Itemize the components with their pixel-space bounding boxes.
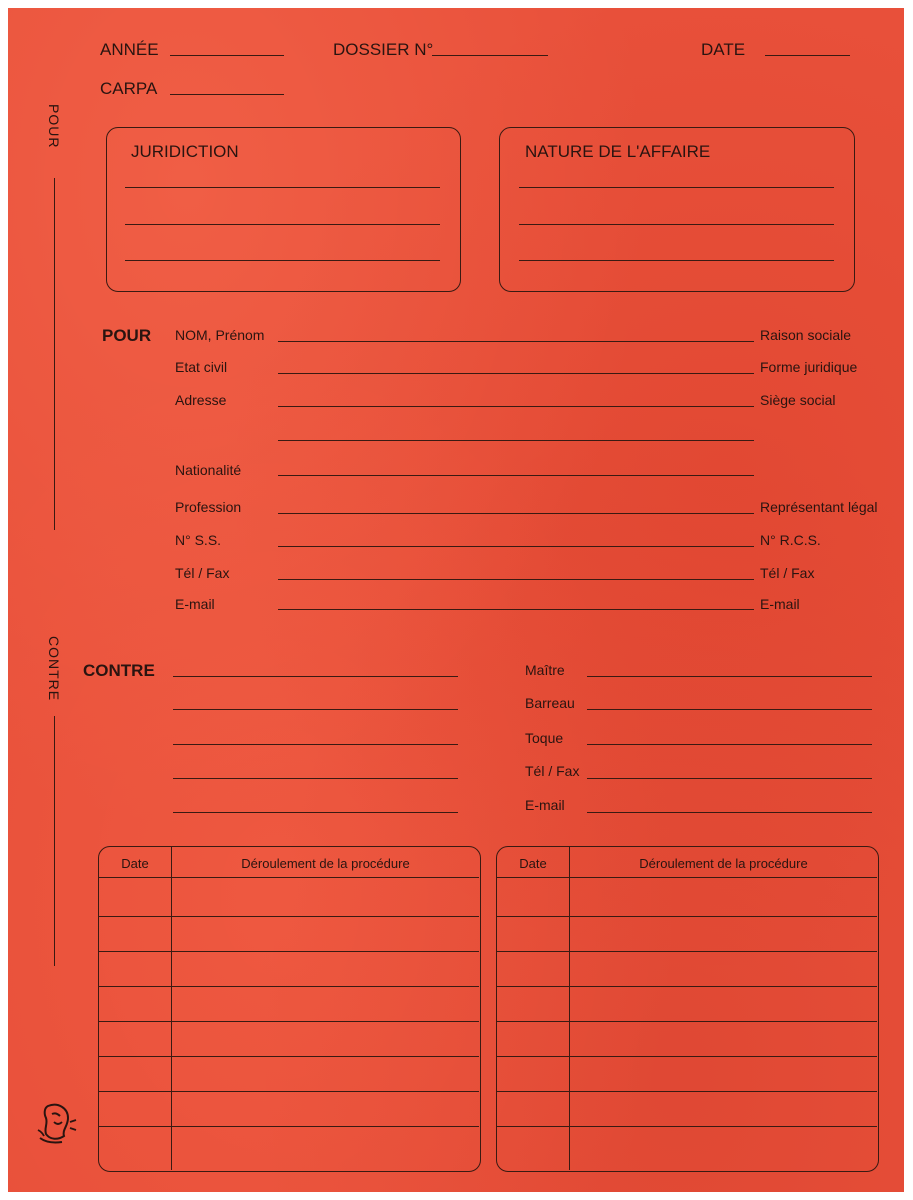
table-column-divider <box>171 847 172 1170</box>
pour-label-ss: N° S.S. <box>175 532 222 548</box>
pour-label-tel-right: Tél / Fax <box>760 565 815 581</box>
folder-cover <box>8 8 904 1192</box>
pour-field-nationalite[interactable] <box>278 475 754 476</box>
procedure-table <box>98 846 481 1172</box>
contre-label-email: E-mail <box>525 797 565 813</box>
contre-title: CONTRE <box>83 661 155 680</box>
pour-label-representant: Représentant légal <box>760 499 878 515</box>
table-row[interactable] <box>99 916 479 917</box>
table-header-desc: Déroulement de la procédure <box>639 856 808 871</box>
side-divider <box>54 716 55 966</box>
pour-field-profession[interactable] <box>278 513 754 514</box>
procedure-table <box>496 846 879 1172</box>
table-column-divider <box>569 847 570 1170</box>
table-row[interactable] <box>99 986 479 987</box>
table-header-date: Date <box>519 856 547 871</box>
table-header-date: Date <box>121 856 149 871</box>
pour-field-adresse[interactable] <box>278 406 754 407</box>
table-row[interactable] <box>99 1021 479 1022</box>
nature-title: NATURE DE L'AFFAIRE <box>525 142 711 161</box>
pour-field-nom[interactable] <box>278 341 754 342</box>
contre-label-toque: Toque <box>525 730 564 746</box>
table-header-desc: Déroulement de la procédure <box>241 856 410 871</box>
contre-field-toque[interactable] <box>587 744 872 745</box>
carpa-label: CARPA <box>100 79 158 98</box>
table-row[interactable] <box>99 1056 479 1057</box>
table-row[interactable] <box>497 1056 877 1057</box>
dossier-field[interactable] <box>432 55 548 56</box>
pour-label-nationalite: Nationalité <box>175 462 242 478</box>
brand-logo-icon <box>34 1100 82 1148</box>
nature-line[interactable] <box>519 224 834 225</box>
carpa-field[interactable] <box>170 94 284 95</box>
contre-label-tel: Tél / Fax <box>525 763 580 779</box>
contre-line[interactable] <box>173 709 458 710</box>
pour-field-ss[interactable] <box>278 546 754 547</box>
table-row[interactable] <box>497 986 877 987</box>
annee-field[interactable] <box>170 55 284 56</box>
nature-line[interactable] <box>519 260 834 261</box>
pour-label-nom: NOM, Prénom <box>175 327 265 343</box>
juridiction-line[interactable] <box>125 187 440 188</box>
contre-line[interactable] <box>173 812 458 813</box>
pour-title: POUR <box>102 326 152 345</box>
contre-field-email[interactable] <box>587 812 872 813</box>
juridiction-line[interactable] <box>125 260 440 261</box>
table-row[interactable] <box>497 951 877 952</box>
side-label-pour: POUR <box>46 104 62 149</box>
pour-label-etat-civil: Etat civil <box>175 359 228 375</box>
pour-label-siege-social: Siège social <box>760 392 836 408</box>
date-label: DATE <box>701 40 746 59</box>
juridiction-title: JURIDICTION <box>131 142 239 161</box>
contre-line[interactable] <box>173 744 458 745</box>
date-field[interactable] <box>765 55 850 56</box>
table-row[interactable] <box>99 877 479 878</box>
table-row[interactable] <box>99 1126 479 1127</box>
contre-field-tel[interactable] <box>587 778 872 779</box>
pour-label-adresse: Adresse <box>175 392 227 408</box>
contre-field-maitre[interactable] <box>587 676 872 677</box>
contre-line[interactable] <box>173 676 458 677</box>
side-label-contre: CONTRE <box>46 636 62 702</box>
pour-label-email: E-mail <box>175 596 215 612</box>
table-row[interactable] <box>99 1091 479 1092</box>
nature-line[interactable] <box>519 187 834 188</box>
juridiction-line[interactable] <box>125 224 440 225</box>
pour-label-rcs: N° R.C.S. <box>760 532 821 548</box>
contre-label-maitre: Maître <box>525 662 565 678</box>
dossier-label: DOSSIER N° <box>333 40 434 59</box>
table-row[interactable] <box>497 1021 877 1022</box>
pour-label-raison-sociale: Raison sociale <box>760 327 852 343</box>
pour-label-email-right: E-mail <box>760 596 800 612</box>
pour-field-etat-civil[interactable] <box>278 373 754 374</box>
table-row[interactable] <box>497 877 877 878</box>
contre-field-barreau[interactable] <box>587 709 872 710</box>
annee-label: ANNÉE <box>100 40 159 59</box>
pour-label-forme-juridique: Forme juridique <box>760 359 858 375</box>
table-row[interactable] <box>497 1091 877 1092</box>
pour-label-tel: Tél / Fax <box>175 565 230 581</box>
pour-label-profession: Profession <box>175 499 242 515</box>
pour-field-adresse-2[interactable] <box>278 440 754 441</box>
contre-line[interactable] <box>173 778 458 779</box>
contre-label-barreau: Barreau <box>525 695 575 711</box>
table-row[interactable] <box>497 916 877 917</box>
pour-field-email[interactable] <box>278 609 754 610</box>
table-row[interactable] <box>99 951 479 952</box>
side-divider <box>54 178 55 530</box>
table-row[interactable] <box>497 1126 877 1127</box>
pour-field-tel[interactable] <box>278 579 754 580</box>
